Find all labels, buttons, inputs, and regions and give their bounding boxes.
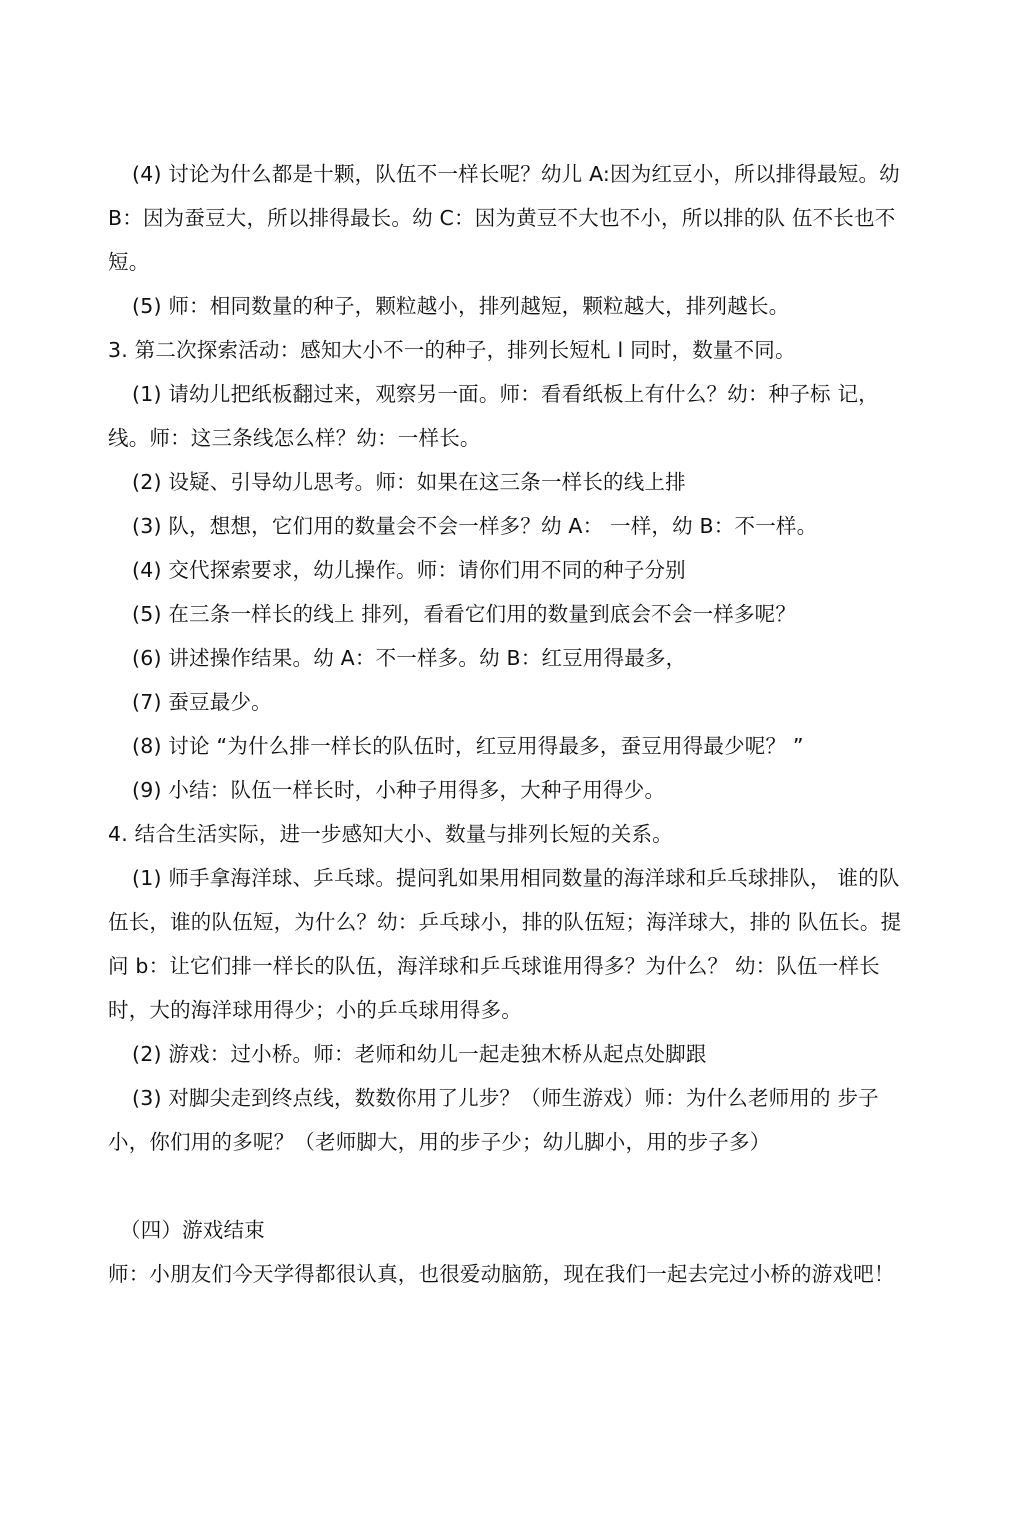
paragraph: (8) 讨论 “为什么排一样长的队伍时，红豆用得最多，蚕豆用得最少呢？ ” [132, 734, 804, 758]
paragraph: (3) 对脚尖走到终点线，数数你用了儿步？（师生游戏）师：为什么老师用的 步子小，你们用的多呢？（老师脚大，用的步子少；幼儿脚小，用的步子多） [108, 1086, 879, 1154]
spacer [108, 1164, 920, 1208]
paragraph: (1) 请幼儿把纸板翻过来，观察另一面。师：看看纸板上有什么？幼：种子标 记，线。师：这三条线怎么样？幼：一样长。 [108, 382, 879, 450]
paragraph: (3) 队，想想，它们用的数量会不会一样多？幼 A： 一样，幼 B：不一样。 [132, 514, 818, 538]
section-heading: （四）游戏结束 [120, 1218, 265, 1242]
paragraph: (6) 讲述操作结果。幼 A：不一样多。幼 B：红豆用得最多， [132, 646, 687, 670]
paragraph: (4) 讨论为什么都是十颗，队伍不一样长呢？幼儿 A:因为红豆小，所以排得最短。幼 B：因为蚕豆大，所以排得最长。幼 C：因为黄豆不大也不小，所以排的队 伍不长也不短。 [108, 162, 900, 274]
paragraph: (9) 小结：队伍一样长时，小种子用得多，大种子用得少。 [132, 778, 666, 802]
closing-paragraph: 师：小朋友们今天学得都很认真，也很爱动脑筋，现在我们一起去完过小桥的游戏吧！ [108, 1262, 895, 1286]
document-body [108, 152, 920, 1296]
paragraph: (1) 师手拿海洋球、乒乓球。提问乳如果用相同数量的海洋球和乒乓球排队， 谁的队伍长，谁的队伍短，为什么？幼：乒乓球小，排的队伍短；海洋球大，排的 队伍长。提问 b：让它们排一样长的队伍，海洋球和乒乓球谁用得多？为什么？ 幼：队伍一样长时，大的海洋球用得少；小的乒乓球用得多。 [108, 866, 902, 1022]
paragraph: (5) 师：相同数量的种子，颗粒越小，排列越短，颗粒越大，排列越长。 [132, 294, 790, 318]
paragraph: (4) 交代探索要求，幼儿操作。师：请你们用不同的种子分别 [132, 558, 686, 582]
paragraph: (5) 在三条一样长的线上 排列，看看它们用的数量到底会不会一样多呢？ [132, 602, 797, 626]
paragraph: 3. 第二次探索活动：感知大小不一的种子，排列长短札 l 同时，数量不同。 [108, 338, 796, 362]
paragraph: (7) 蚕豆最少。 [132, 690, 272, 714]
paragraph: (2) 游戏：过小桥。师：老师和幼儿一起走独木桥从起点处脚跟 [132, 1042, 707, 1066]
paragraph: (2) 设疑、引导幼儿思考。师：如果在这三条一样长的线上排 [132, 470, 686, 494]
paragraph: 4. 结合生活实际，进一步感知大小、数量与排列长短的关系。 [108, 822, 673, 846]
